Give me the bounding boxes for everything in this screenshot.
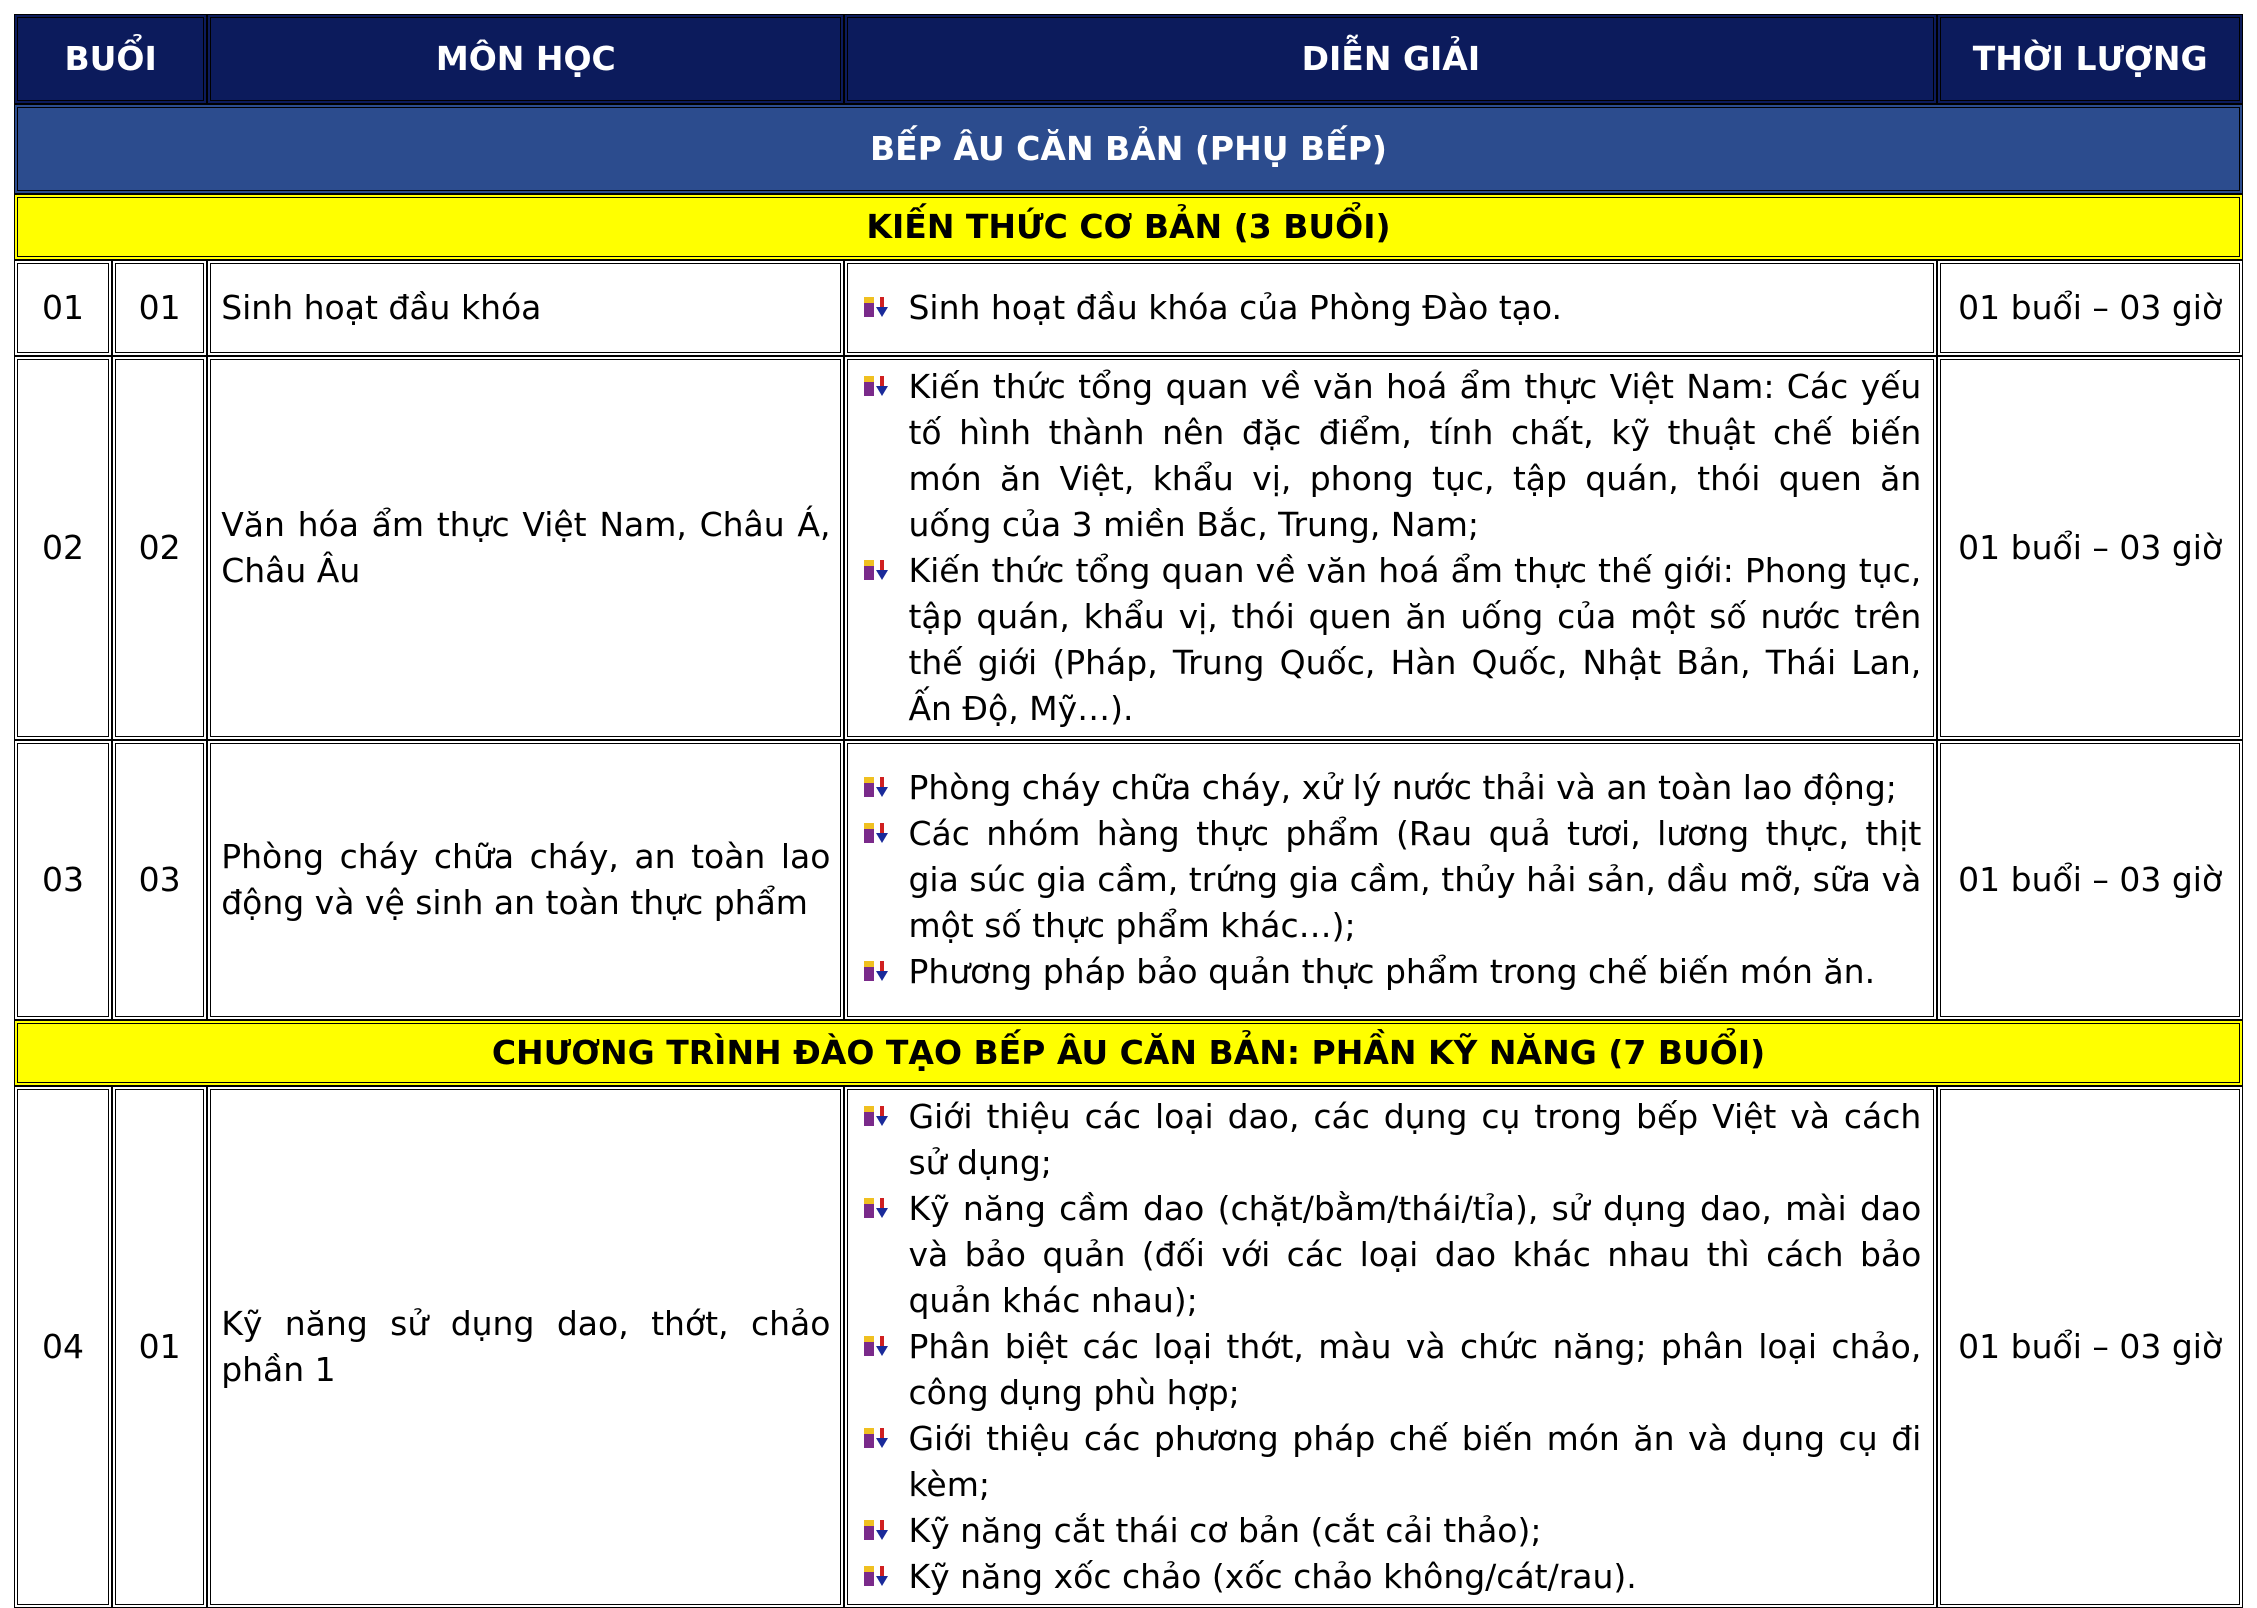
header-row bbox=[14, 14, 2243, 104]
description-cell bbox=[844, 356, 1937, 740]
subject-cell: Sinh hoạt đầu khóa bbox=[207, 260, 844, 356]
session-number: 01 bbox=[14, 260, 112, 356]
list-item: Giới thiệu các loại dao, các dụng cụ trong bếp Việt và cách sử dụng; bbox=[858, 1094, 1921, 1186]
header-subject: MÔN HỌC bbox=[207, 14, 844, 104]
lesson-number: 01 bbox=[112, 1086, 207, 1608]
lesson-number: 01 bbox=[112, 260, 207, 356]
header-session: BUỔI bbox=[14, 14, 207, 104]
description-cell bbox=[844, 260, 1937, 356]
bookmark-arrow-icon bbox=[862, 1104, 892, 1130]
header-description: DIỄN GIẢI bbox=[844, 14, 1937, 104]
list-item: Sinh hoạt đầu khóa của Phòng Đào tạo. bbox=[858, 285, 1921, 331]
duration-cell: 01 buổi – 03 giờ bbox=[1937, 1086, 2243, 1608]
lesson-number: 02 bbox=[112, 356, 207, 740]
description-cell bbox=[844, 1086, 1937, 1608]
list-item: Kiến thức tổng quan về văn hoá ẩm thực thế giới: Phong tục, tập quán, khẩu vị, thói quen ăn uống của một số nước trên thế giới (Pháp, Trung Quốc, Hàn Quốc, Nhật Bản, Thái Lan, Ấn Độ, Mỹ…). bbox=[858, 548, 1921, 732]
bookmark-arrow-icon bbox=[862, 775, 892, 801]
list-item: Kỹ năng xốc chảo (xốc chảo không/cát/rau). bbox=[858, 1554, 1921, 1600]
list-item: Phân biệt các loại thớt, màu và chức năng; phân loại chảo, công dụng phù hợp; bbox=[858, 1324, 1921, 1416]
part-row bbox=[14, 194, 2243, 260]
bookmark-arrow-icon bbox=[862, 1196, 892, 1222]
subject-cell: Phòng cháy chữa cháy, an toàn lao động và vệ sinh an toàn thực phẩm bbox=[207, 740, 844, 1020]
session-number: 04 bbox=[14, 1086, 112, 1608]
section-title: BẾP ÂU CĂN BẢN (PHỤ BẾP) bbox=[14, 104, 2243, 194]
header-duration: THỜI LƯỢNG bbox=[1937, 14, 2243, 104]
list-item: Giới thiệu các phương pháp chế biến món ăn và dụng cụ đi kèm; bbox=[858, 1416, 1921, 1508]
list-item: Phương pháp bảo quản thực phẩm trong chế biến món ăn. bbox=[858, 949, 1921, 995]
list-item: Phòng cháy chữa cháy, xử lý nước thải và an toàn lao động; bbox=[858, 765, 1921, 811]
duration-cell: 01 buổi – 03 giờ bbox=[1937, 260, 2243, 356]
session-number: 03 bbox=[14, 740, 112, 1020]
subject-cell: Kỹ năng sử dụng dao, thớt, chảo phần 1 bbox=[207, 1086, 844, 1608]
table-row bbox=[14, 356, 2243, 740]
part-title-basic: KIẾN THỨC CƠ BẢN (3 BUỔI) bbox=[14, 194, 2243, 260]
table-row bbox=[14, 260, 2243, 356]
bookmark-arrow-icon bbox=[862, 959, 892, 985]
subject-cell: Văn hóa ẩm thực Việt Nam, Châu Á, Châu Âu bbox=[207, 356, 844, 740]
list-item: Các nhóm hàng thực phẩm (Rau quả tươi, lương thực, thịt gia súc gia cầm, trứng gia cầm, thủy hải sản, dầu mỡ, sữa và một số thực phẩm khác…); bbox=[858, 811, 1921, 949]
description-cell bbox=[844, 740, 1937, 1020]
bookmark-arrow-icon bbox=[862, 1564, 892, 1590]
duration-cell: 01 buổi – 03 giờ bbox=[1937, 356, 2243, 740]
list-item: Kỹ năng cắt thái cơ bản (cắt cải thảo); bbox=[858, 1508, 1921, 1554]
bookmark-arrow-icon bbox=[862, 1334, 892, 1360]
bookmark-arrow-icon bbox=[862, 1518, 892, 1544]
lesson-number: 03 bbox=[112, 740, 207, 1020]
table-row bbox=[14, 740, 2243, 1020]
list-item: Kỹ năng cầm dao (chặt/bằm/thái/tỉa), sử dụng dao, mài dao và bảo quản (đối với các loại dao khác nhau thì cách bảo quản khác nhau); bbox=[858, 1186, 1921, 1324]
bookmark-arrow-icon bbox=[862, 558, 892, 584]
bookmark-arrow-icon bbox=[862, 1426, 892, 1452]
bookmark-arrow-icon bbox=[862, 821, 892, 847]
bookmark-arrow-icon bbox=[862, 295, 892, 321]
course-schedule-table bbox=[14, 14, 2243, 1608]
bookmark-arrow-icon bbox=[862, 374, 892, 400]
table-row bbox=[14, 1086, 2243, 1608]
duration-cell: 01 buổi – 03 giờ bbox=[1937, 740, 2243, 1020]
list-item: Kiến thức tổng quan về văn hoá ẩm thực Việt Nam: Các yếu tố hình thành nên đặc điểm, tính chất, kỹ thuật chế biến món ăn Việt, khẩu vị, phong tục, tập quán, thói quen ăn uống của 3 miền Bắc, Trung, Nam; bbox=[858, 364, 1921, 548]
part-row bbox=[14, 1020, 2243, 1086]
session-number: 02 bbox=[14, 356, 112, 740]
part-title-skills: CHƯƠNG TRÌNH ĐÀO TẠO BẾP ÂU CĂN BẢN: PHẦN KỸ NĂNG (7 BUỔI) bbox=[14, 1020, 2243, 1086]
section-row bbox=[14, 104, 2243, 194]
